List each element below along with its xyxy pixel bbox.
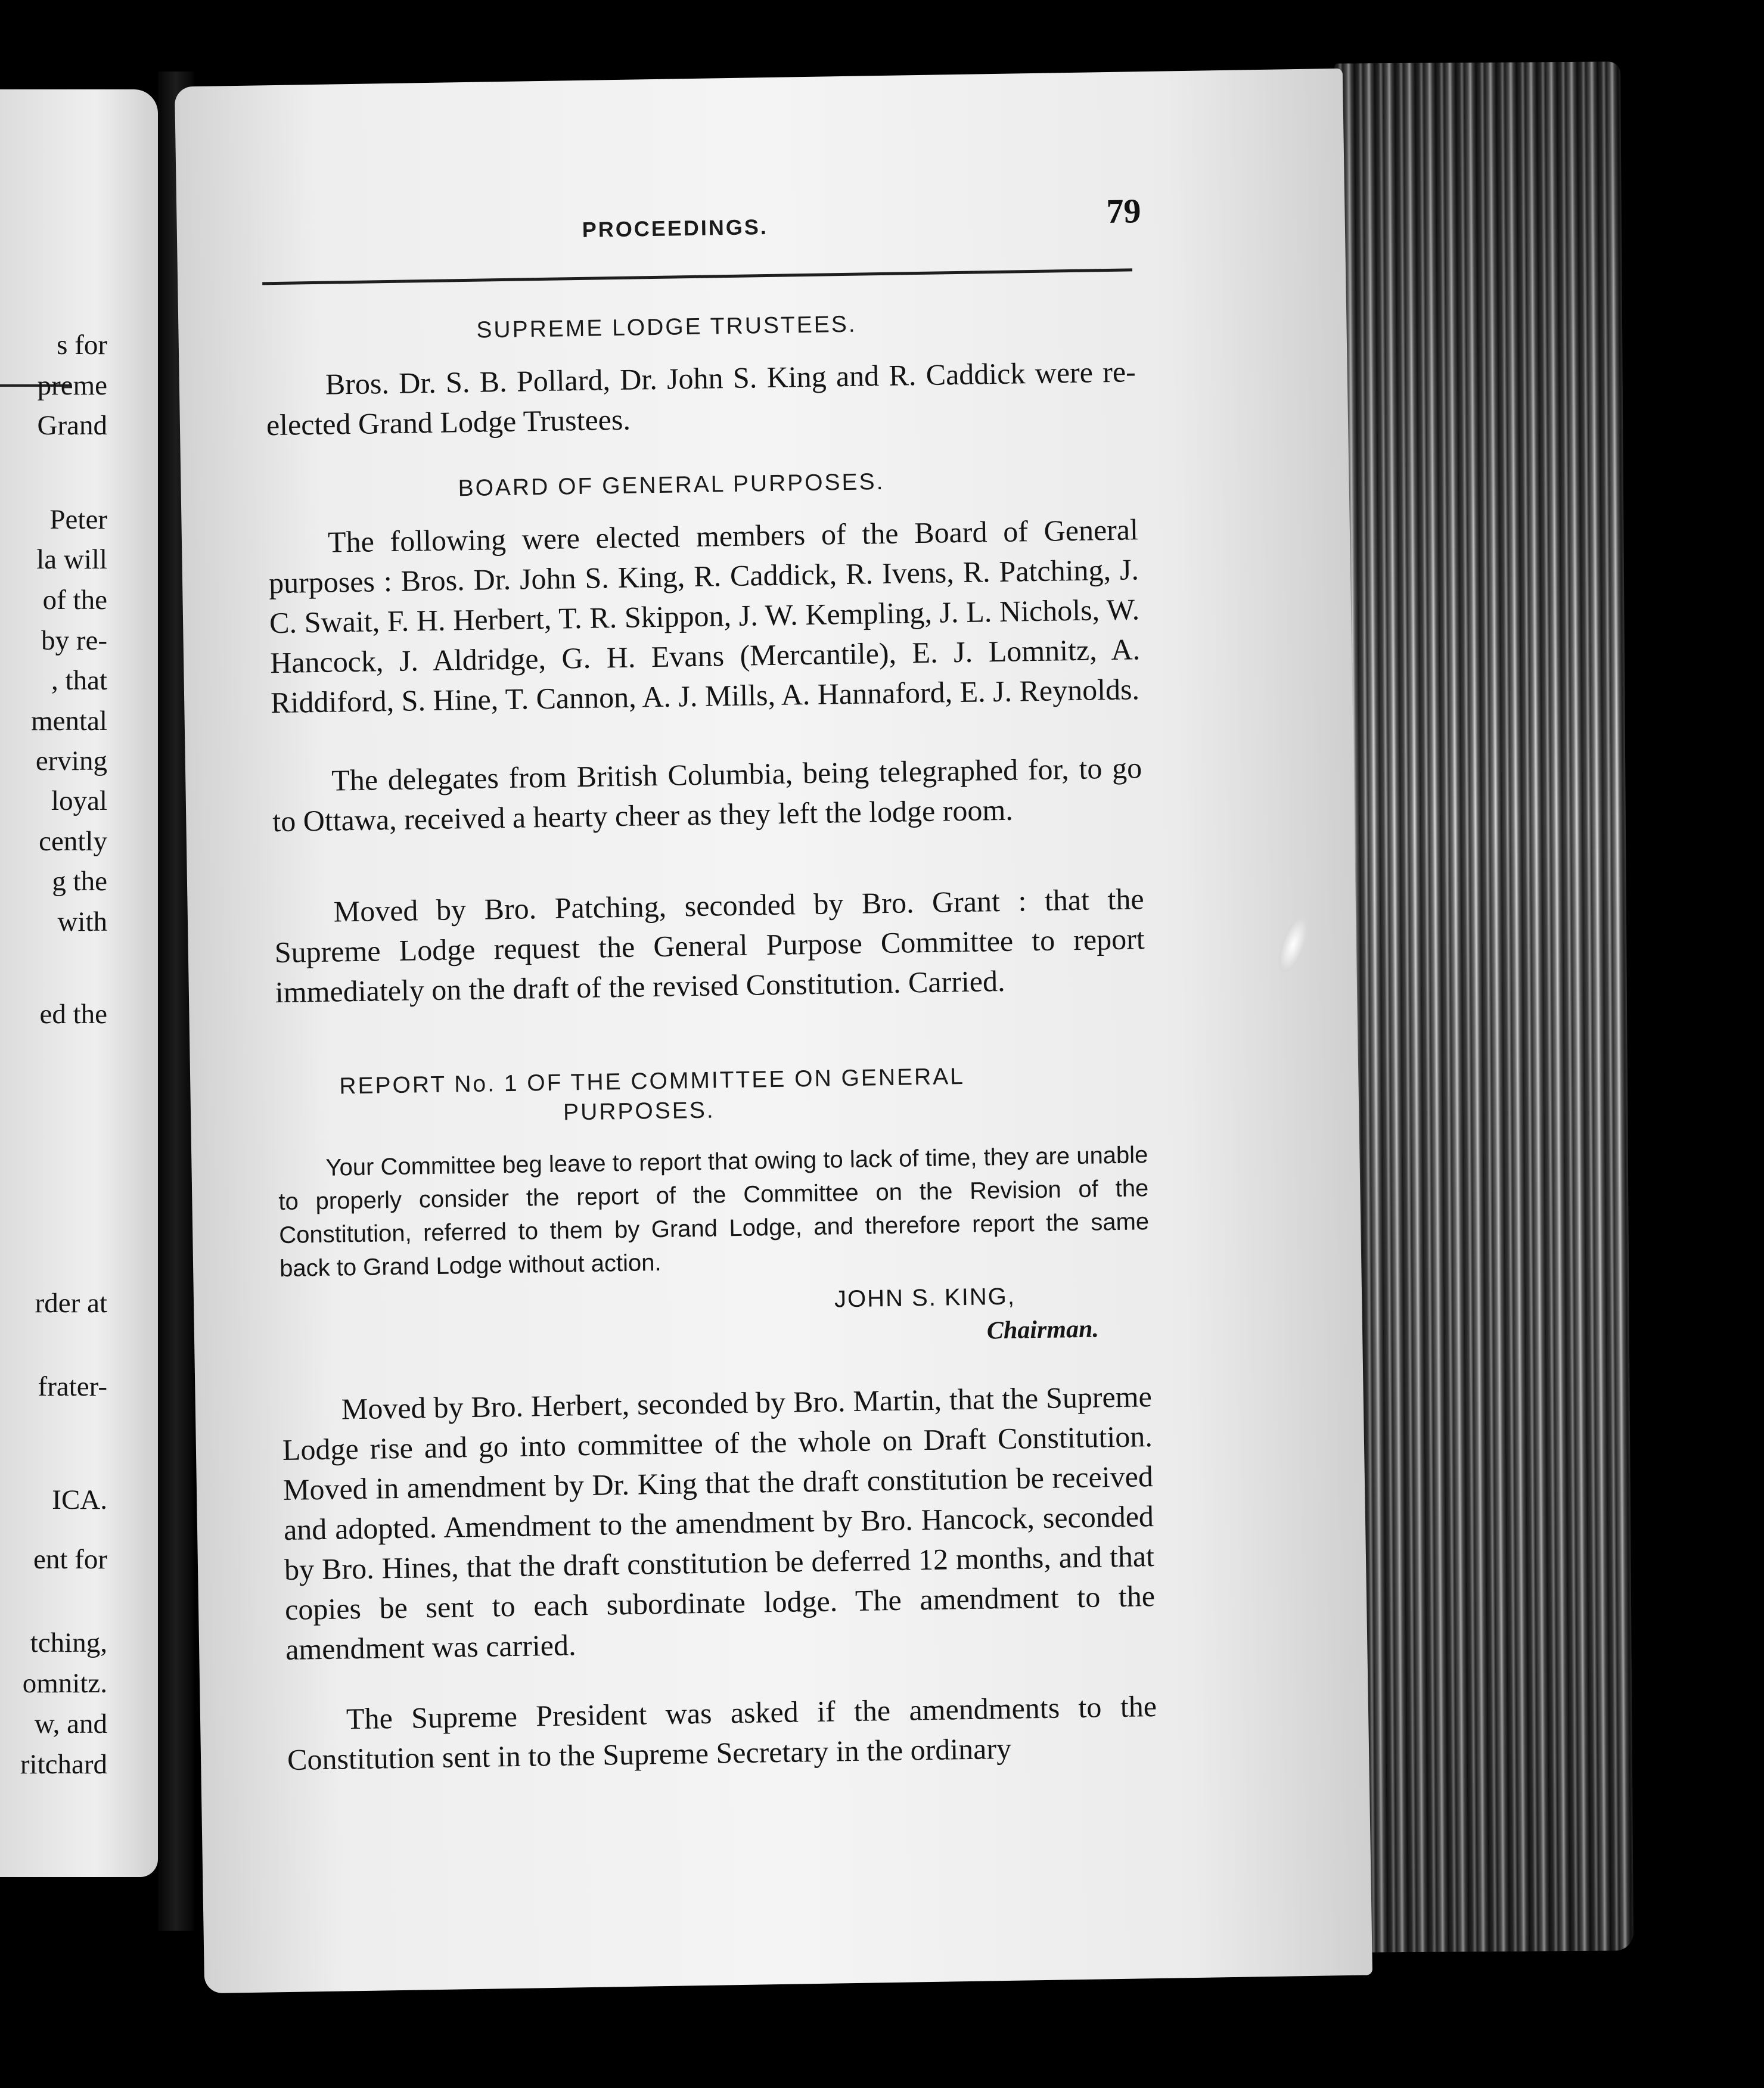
left-fragment: rder at [35, 1288, 107, 1319]
signature-role: Chairman. [986, 1315, 1100, 1345]
left-fragment: tching, [30, 1627, 107, 1658]
report-heading-line2: PURPOSES. [563, 1097, 715, 1126]
report-paragraph: Your Committee beg leave to report that owing to lack of time, they are unable to properly consider the report of the Committee on the Revision of the Constitution, referred to them by Grand Lodge, and therefore report the same back to Grand Lodge without action. [278, 1142, 1150, 1282]
trustees-paragraph: Bros. Dr. S. B. Pollard, Dr. John S. King and R. Caddick were re-elected Grand Lodge Trustees. [266, 355, 1136, 442]
left-fragment: ICA. [52, 1484, 107, 1515]
signature-name: JOHN S. KING, [834, 1283, 1016, 1313]
left-fragment: erving [35, 745, 107, 776]
left-fragment: frater- [38, 1371, 107, 1402]
left-fragment: ritchard [20, 1749, 107, 1780]
left-page [0, 89, 158, 1877]
left-fragment: Grand [37, 410, 107, 441]
left-fragment: with [57, 906, 107, 937]
left-fragment: loyal [51, 785, 107, 816]
running-title: PROCEEDINGS. [582, 214, 769, 242]
president-paragraph: The Supreme President was asked if the amendments to the Constitution sent in to the Supreme Secretary in the ordinary [287, 1689, 1157, 1776]
left-fragment: mental [31, 706, 107, 737]
trustees-heading: SUPREME LODGE TRUSTEES. [476, 311, 857, 343]
page-edges [1334, 61, 1633, 1952]
delegates-paragraph: The delegates from British Columbia, being telegraphed for, to go to Ottawa, received a hearty cheer as they left the lodge room. [272, 751, 1142, 838]
left-fragment: omnitz. [22, 1668, 107, 1699]
left-fragment: cently [39, 826, 107, 857]
board-paragraph: The following were elected members of the Board of General purposes : Bros. Dr. John S. King, R. Caddick, R. Ivens, R. Patching, J. C. Swait, F. H. Herbert, T. R. Skippon, J. W. Kempling, J. L. Nichols, W. Hancock, J. Aldridge, G. H. Evans (Mercantile), E. J. Lomnitz, A. Riddiford, S. Hine, T. Cannon, A. J. Mills, A. Hannaford, E. J. Reynolds. [268, 512, 1141, 720]
left-fragment: by re- [41, 625, 107, 656]
left-fragment: , that [51, 665, 107, 696]
left-fragment: Peter [49, 504, 107, 535]
left-fragment: g the [52, 866, 107, 897]
board-heading: BOARD OF GENERAL PURPOSES. [458, 468, 885, 502]
patching-motion-paragraph: Moved by Bro. Patching, seconded by Bro. Grant : that the Supreme Lodge request the General Purpose Committee to report immediately on the draft of the revised Constitution. Carried. [274, 882, 1145, 1009]
left-fragment: w, and [34, 1708, 107, 1739]
right-page [175, 69, 1372, 1993]
left-fragment: preme [37, 370, 107, 401]
left-fragment: ed the [39, 999, 107, 1030]
left-fragment: of the [42, 585, 107, 616]
left-fragment: la will [36, 544, 107, 575]
left-fragment: ent for [33, 1544, 107, 1575]
report-heading-line1: REPORT No. 1 OF THE COMMITTEE ON GENERAL [339, 1063, 965, 1099]
herbert-motion-paragraph: Moved by Bro. Herbert, seconded by Bro. Martin, that the Supreme Lodge rise and go into committee of the whole on Draft Constitution. Moved in amendment by Dr. King that the draft constitution be received and adopted. Amendment to the amendment by Bro. Hancock, seconded by Bro. Hines, that the draft constitution be deferred 12 months, and that copies be sent to each subordinate lodge. The amendment to the amendment was carried. [282, 1379, 1156, 1666]
page-number: 79 [1105, 191, 1141, 231]
left-fragment: s for [57, 330, 107, 361]
header-rule [262, 268, 1132, 285]
